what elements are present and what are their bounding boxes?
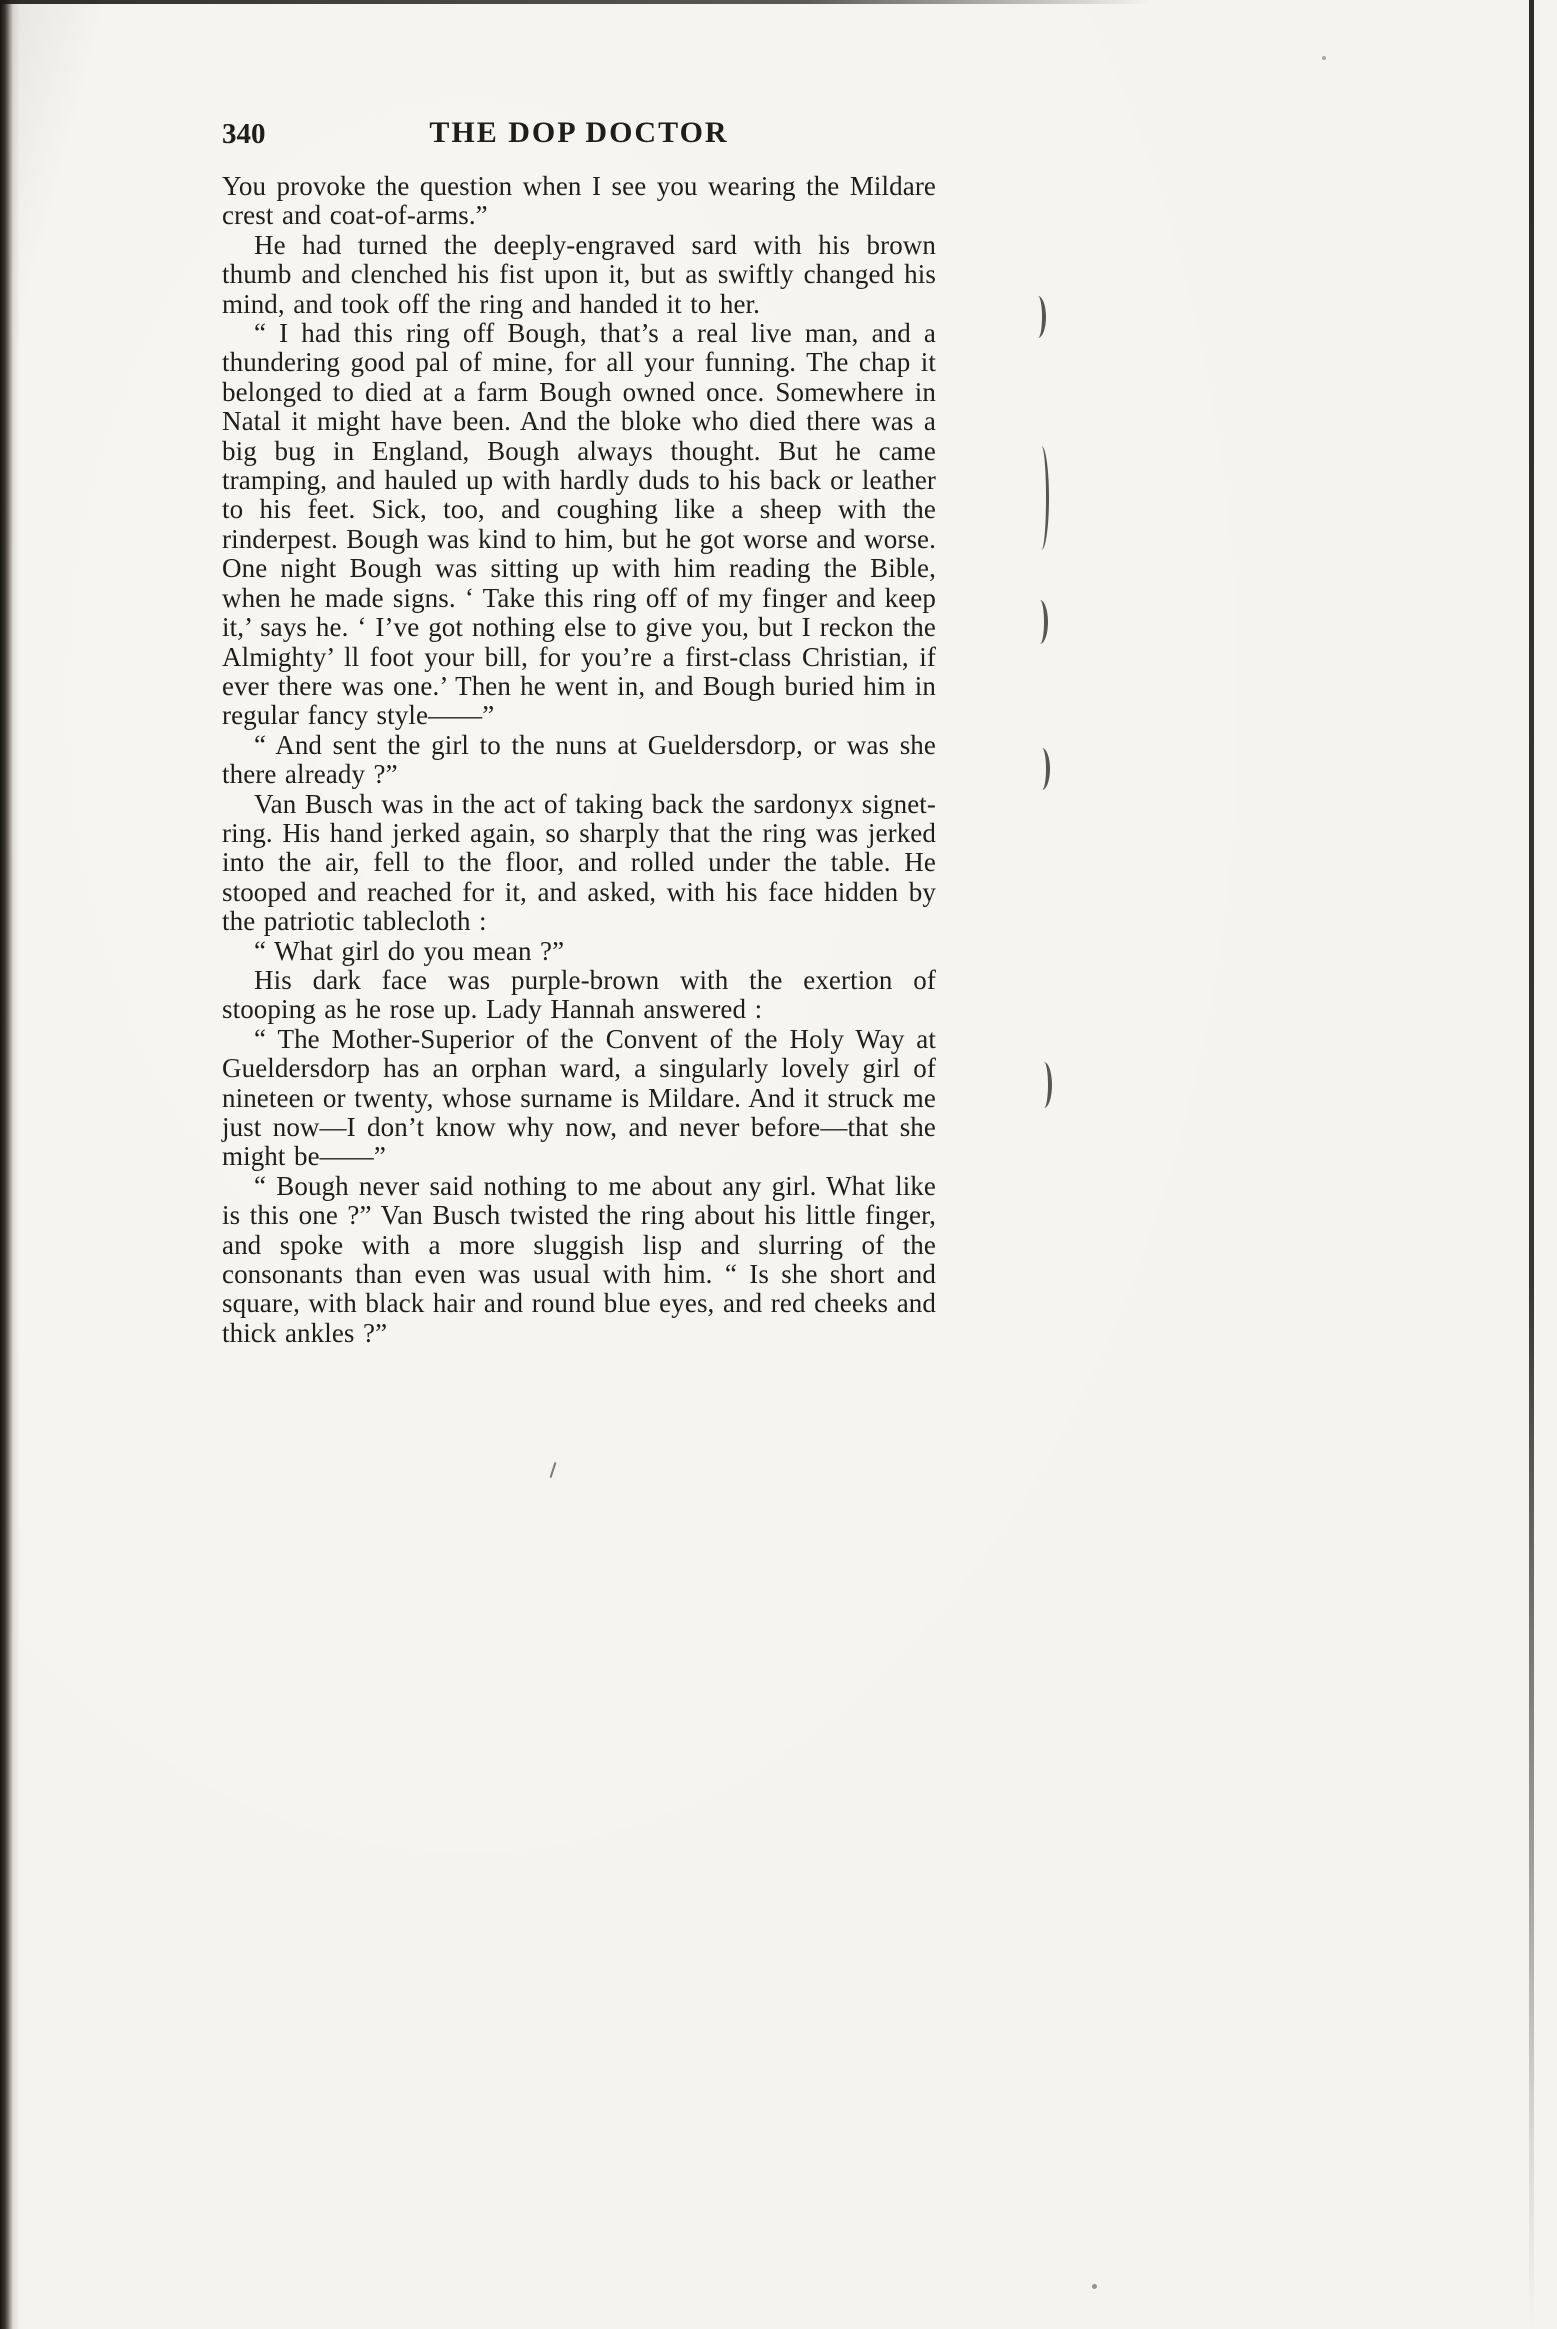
ink-mark — [1034, 748, 1050, 790]
page-number: 340 — [222, 118, 266, 150]
paragraph: Van Busch was in the act of taking back the sardonyx signet-ring. His hand jerked again, so sharply that the ring was jerked into the air, fell to the floor, and rolled under the table. He stooped and reached for it, and asked, with his face hidden by the patriotic tablecloth : — [222, 788, 936, 937]
paragraph: “ And sent the girl to the nuns at Gueldersdorp, or was she there already ?” — [222, 729, 936, 790]
ink-mark — [1036, 1062, 1052, 1108]
text-block — [222, 172, 936, 1348]
ink-mark — [550, 1462, 557, 1478]
printed-area — [222, 116, 936, 1348]
binding-shadow — [0, 0, 20, 2329]
ink-mark — [1032, 600, 1048, 644]
paragraph: “ What girl do you mean ?” — [254, 935, 565, 966]
top-scan-edge — [0, 0, 1150, 4]
paragraph: “ Bough never said nothing to me about any girl. What like is this one ?” Van Busch twisted the ring about his little finger, and spoke with a more sluggish lisp and slurring of the consonants than even was usual with him. “ Is she short and square, with black hair and round blue eyes, and red cheeks and thick ankles ?” — [222, 1170, 936, 1348]
running-title: THE DOP DOCTOR — [429, 116, 729, 149]
ink-mark — [1034, 446, 1049, 550]
paragraph: “ I had this ring off Bough, that’s a real live man, and a thundering good pal of mine, for all your funning. The chap it belonged to died at a farm Bough owned once. Somewhere in Natal it might have been. And the bloke who died there was a big bug in England, Bough always thought. But he came tramping, and hauled up with hardly duds to his back or leather to his feet. Sick, too, and coughing like a sheep with the rinderpest. Bough was kind to him, but he got worse and worse. One night Bough was sitting up with him reading the Bible, when he made signs. ‘ Take this ring off of my finger and keep it,’ says he. ‘ I’ve got nothing else to give you, but I reckon the Almighty’ ll foot your bill, for you’re a first-class Christian, if ever there was one.’ Then he went in, and Bough buried him in regular fancy style——” — [222, 318, 936, 731]
ink-mark — [1092, 2284, 1097, 2289]
page-edge-line — [1529, 0, 1534, 2329]
paragraph: “ The Mother-Superior of the Convent of the Holy Way at Gueldersdorp has an orphan ward, a singularly lovely girl of nineteen or twenty, whose surname is Mildare. And it struck me just now—I don’t know why now, and never before—that she might be——” — [222, 1023, 936, 1172]
ink-mark — [1030, 296, 1046, 338]
paragraph: He had turned the deeply-engraved sard with his brown thumb and clenched his fist upon it, but as swiftly changed his mind, and took off the ring and handed it to her. — [222, 229, 936, 319]
paragraph: His dark face was purple-brown with the exertion of stooping as he rose up. Lady Hannah answered : — [222, 964, 936, 1025]
running-head — [222, 116, 936, 154]
ink-mark — [1322, 56, 1326, 60]
paragraph: You provoke the question when I see you wearing the Mildare crest and coat-of-arms.” — [222, 171, 936, 231]
